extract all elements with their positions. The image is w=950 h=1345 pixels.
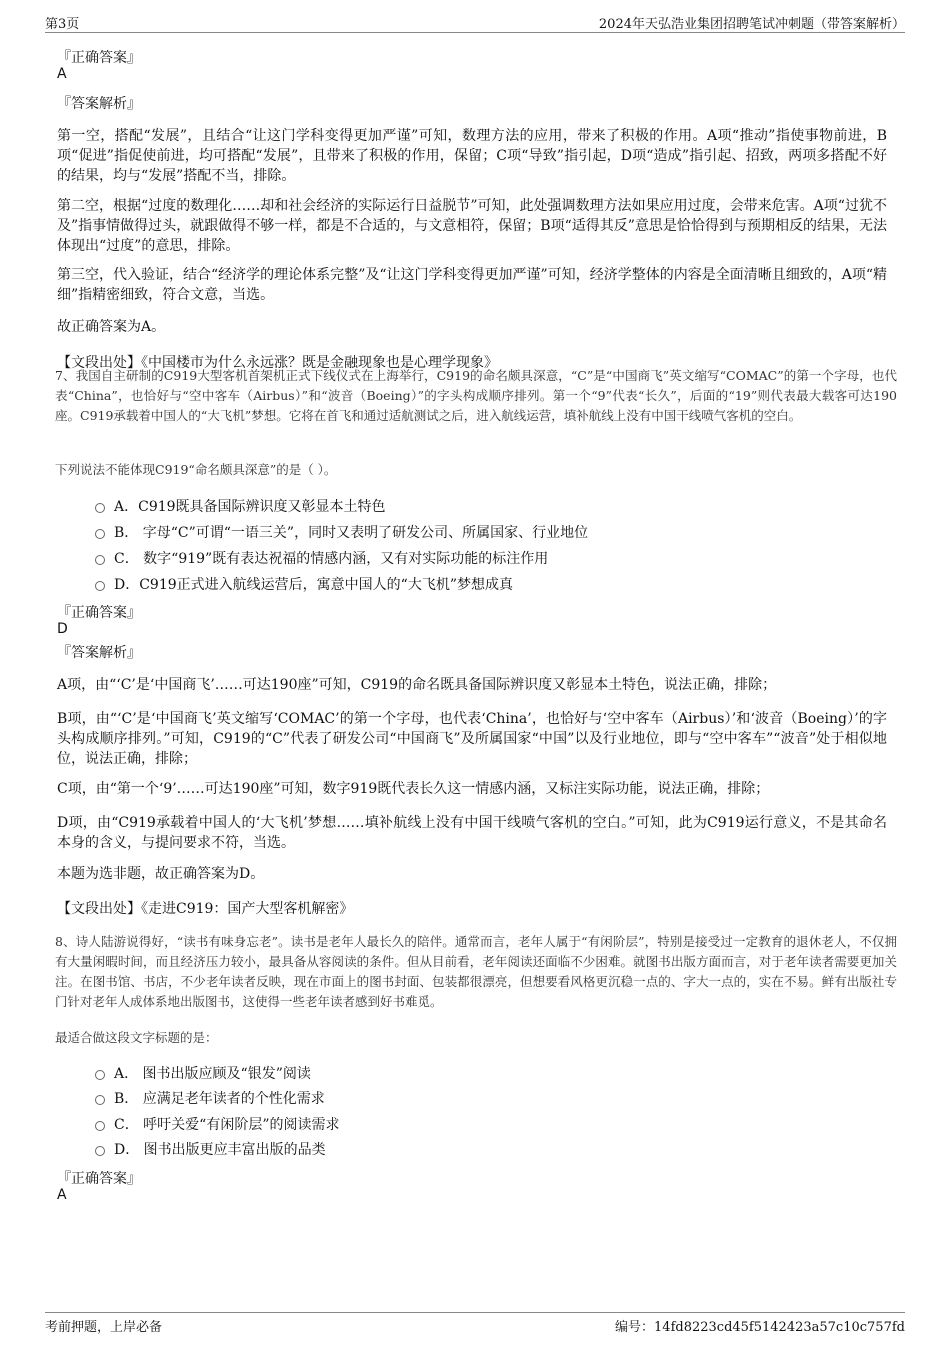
radio-button-icon[interactable] (95, 555, 105, 565)
option-label: C． 呼吁关爱“有闲阶层”的阅读需求 (114, 1117, 340, 1133)
question-stem: 7、我国自主研制的C919大型客机首架机正式下线仪式在上海举行，C919的命名颇具深意，“C”是“中国商飞”英文缩写“COMAC”的第一个字母，也代表“China”，也恰好与“空中客车（Airbus）”和“波音（Boeing）”的字头构成顺序排列。第一个“9”代表“长久”，后面的“19”则代表最大载客可达190座。C919承载着中国人的“大飞机”梦想。它将在首飞和通过适航测试之后，进入航线运营，填补航线上没有中国干线喷气客机的空白。 (55, 368, 897, 423)
radio-button-icon[interactable] (95, 581, 105, 591)
option-label: C． 数字“919”既有表达祝福的情感内涵，又有对实际功能的标注作用 (114, 551, 549, 567)
analysis-paragraph: 第三空，代入验证，结合“经济学的理论体系完整”及“让这门学科变得更加严谨”可知，经济学整体的内容是全面清晰且细致的，A项“精细”指精密细致，符合文意，当选。 (57, 267, 887, 303)
analysis-paragraph: A项，由“‘C’是‘中国商飞’……可达190座”可知，C919的命名既具备国际辨识度又彰显本土特色，说法正确，排除； (57, 677, 777, 693)
source-citation: 【文段出处】《中国楼市为什么永远涨？既是金融现象也是心理学现象》 (57, 355, 498, 371)
radio-button-icon[interactable] (95, 503, 105, 513)
radio-button-icon[interactable] (95, 529, 105, 539)
option-d[interactable] (95, 1139, 326, 1159)
option-label: B． 字母“C”可谓“一语三关”，同时又表明了研发公司、所属国家、行业地位 (114, 525, 589, 541)
analysis-paragraph: C项，由“第一个‘9’……可达190座”可知，数字919既代表长久这一情感内涵，又标注实际功能，说法正确，排除； (57, 781, 770, 797)
radio-button-icon[interactable] (95, 1146, 105, 1156)
analysis-paragraph: 第二空，根据“过度的数理化……却和社会经济的实际运行日益脱节”可知，此处强调数理方法如果应用过度，会带来危害。A项“过犹不及”指事情做得过头，就跟做得不够一样，都是不合适的，与文意相符，保留；B项“适得其反”意思是恰恰得到与预期相反的结果，无法体现出“过度”的意思，排除。 (57, 198, 887, 254)
analysis-label: 『答案解析』 (57, 96, 141, 112)
correct-answer-label: 『正确答案』 (57, 1171, 141, 1187)
correct-answer-value: A (57, 1187, 67, 1203)
option-label: D． 图书出版更应丰富出版的品类 (114, 1142, 326, 1158)
analysis-conclusion: 本题为选非题，故正确答案为D。 (57, 866, 265, 882)
question-stem: 8、诗人陆游说得好，“读书有味身忘老”。读书是老年人最长久的陪伴。通常而言，老年人属于“有闲阶层”，特别是接受过一定教育的退休老人，不仅拥有大量闲暇时间，而且经济压力较小，最具备从容阅读的条件。但从目前看，老年阅读还面临不少困难。就图书出版方面而言，对于老年读者需要更加关注。在图书馆、书店，不少老年读者反映，现在市面上的图书封面、包装都很漂亮，但想要看风格更沉稳一点的、字大一点的，实在不易。鲜有出版社专门针对老年人成体系地出版图书，这使得一些老年读者感到好书难觅。 (55, 934, 897, 1009)
question-prompt: 最适合做这段文字标题的是： (55, 1030, 218, 1045)
correct-answer-label: 『正确答案』 (57, 50, 141, 66)
document-title: 2024年天弘浩业集团招聘笔试冲刺题（带答案解析） (598, 17, 905, 32)
option-b[interactable] (95, 522, 588, 542)
page-number: 第3页 (45, 17, 80, 32)
option-d[interactable] (95, 574, 513, 594)
option-label: A．C919既具备国际辨识度又彰显本土特色 (114, 499, 386, 515)
question-prompt: 下列说法不能体现C919“命名颇具深意”的是（ ）。 (55, 462, 337, 477)
page-header (45, 10, 905, 33)
correct-answer-value: A (57, 66, 67, 82)
analysis-paragraph: D项，由“C919承载着中国人的‘大飞机’梦想……填补航线上没有中国干线喷气客机的空白。”可知，此为C919运行意义，不是其命名本身的含义，与提问要求不符，当选。 (57, 815, 887, 851)
option-b[interactable] (95, 1088, 325, 1108)
radio-button-icon[interactable] (95, 1121, 105, 1131)
radio-button-icon[interactable] (95, 1070, 105, 1080)
source-citation: 【文段出处】《走进C919：国产大型客机解密》 (57, 901, 354, 917)
analysis-paragraph: 第一空，搭配“发展”，且结合“让这门学科变得更加严谨”可知，数理方法的应用，带来了积极的作用。A项“推动”指使事物前进，B项“促进”指促使前进，均可搭配“发展”，且带来了积极的作用，保留；C项“导致”指引起，D项“造成”指引起、招致，两项多搭配不好的结果，均与“发展”搭配不当，排除。 (57, 128, 887, 184)
footer-slogan: 考前押题，上岸必备 (45, 1320, 163, 1335)
radio-button-icon[interactable] (95, 1095, 105, 1105)
correct-answer-value: D (57, 621, 68, 637)
analysis-conclusion: 故正确答案为A。 (57, 319, 166, 335)
option-label: B． 应满足老年读者的个性化需求 (114, 1091, 325, 1107)
option-a[interactable] (95, 496, 386, 516)
document-code: 编号：14fd8223cd45f5142423a57c10c757fd (615, 1320, 905, 1335)
option-c[interactable] (95, 1114, 339, 1134)
analysis-label: 『答案解析』 (57, 645, 141, 661)
page-footer (45, 1312, 905, 1335)
analysis-paragraph: B项，由“‘C’是‘中国商飞’英文缩写‘COMAC’的第一个字母，也代表‘China’，也恰好与‘空中客车（Airbus）’和‘波音（Boeing）’的字头构成顺序排列。”可知，C919的“C”代表了研发公司“中国商飞”及所属国家“中国”以及行业地位，即与“空中客车”“波音”处于相似地位，说法正确，排除； (57, 711, 887, 767)
correct-answer-label: 『正确答案』 (57, 605, 141, 621)
option-a[interactable] (95, 1063, 311, 1083)
option-label: A． 图书出版应顾及“银发”阅读 (114, 1066, 311, 1082)
option-label: D．C919正式进入航线运营后，寓意中国人的“大飞机”梦想成真 (114, 577, 513, 593)
option-c[interactable] (95, 548, 548, 568)
